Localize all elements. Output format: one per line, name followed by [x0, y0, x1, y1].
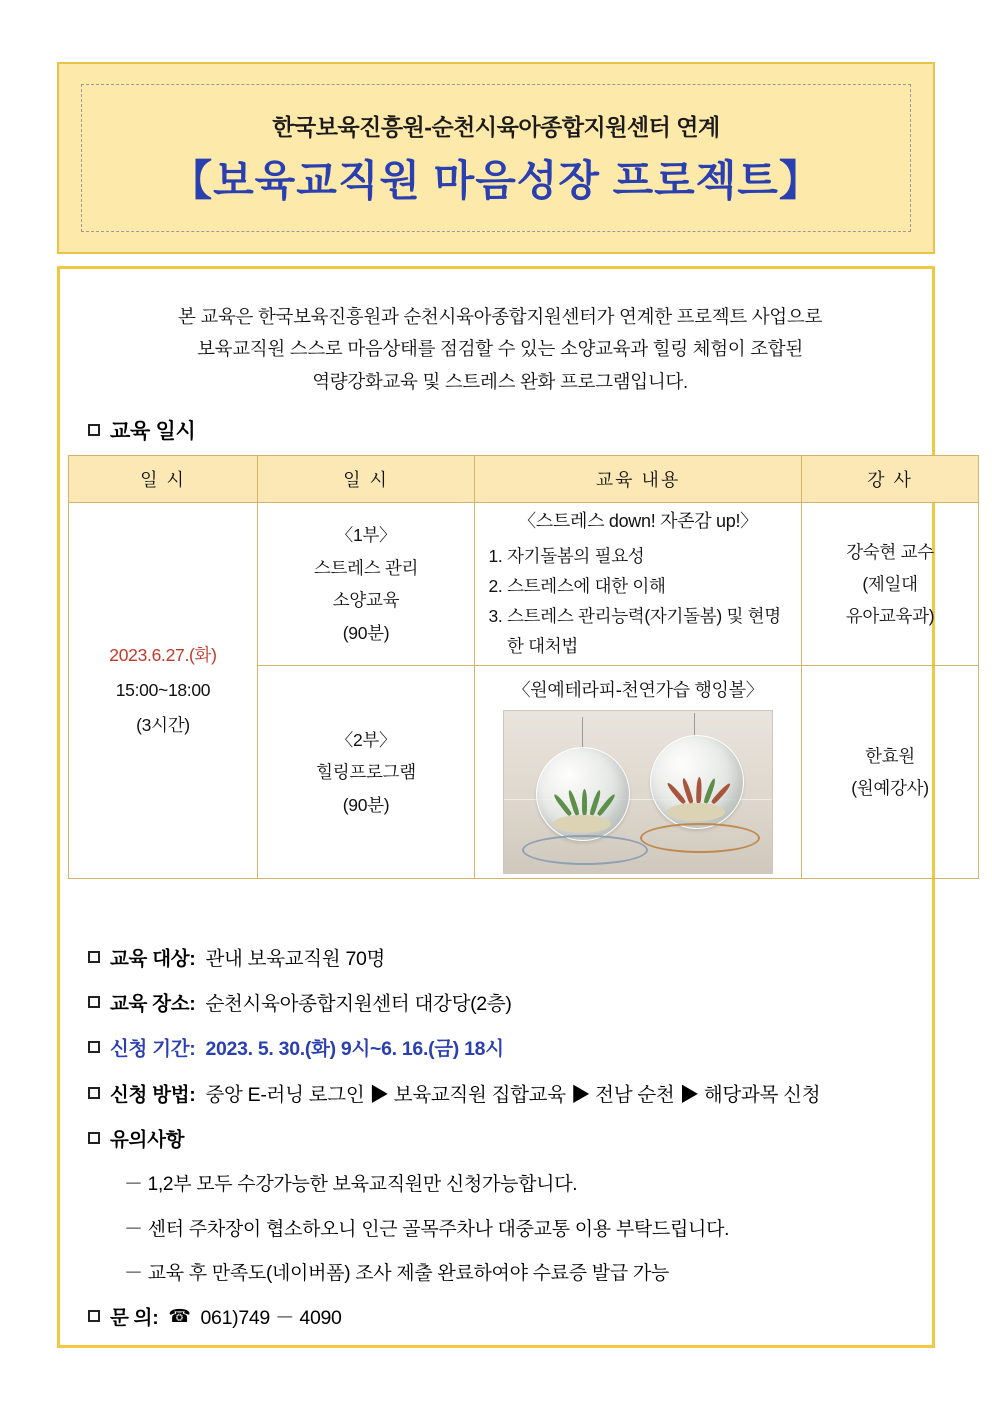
hanger-wire-icon	[582, 717, 583, 749]
session1-line-2: 스트레스 관리	[313, 557, 419, 578]
header-inner-frame	[81, 84, 911, 232]
lecturer1-name: 강숙현 교수	[846, 541, 934, 562]
square-bullet-icon	[88, 1087, 100, 1099]
telephone-icon: ☎	[168, 1306, 191, 1327]
schedule-date-time: 15:00~18:00	[115, 680, 211, 701]
detail-row-contact	[88, 1303, 908, 1333]
intro-paragraph	[86, 301, 914, 398]
section-heading-edu-time	[88, 415, 195, 445]
details-list	[88, 944, 908, 1349]
note-item: － 센터 주차장이 협소하오니 인근 골목주차나 대중교통 이용 부탁드립니다.	[124, 1218, 730, 1240]
header-banner	[57, 62, 935, 254]
content-cell-part2	[475, 666, 802, 879]
detail-label-notice: 유의사항	[110, 1128, 185, 1151]
square-bullet-icon	[88, 951, 100, 963]
schedule-date-cell	[69, 503, 258, 879]
lecturer-cell-part1	[802, 503, 979, 666]
detail-value-target: 관내 보육교직원 70명	[205, 948, 386, 970]
header-title: 【보육교직원 마음성장 프로젝트】	[170, 156, 822, 204]
schedule-date-day: 2023.6.27.(화)	[109, 645, 217, 666]
detail-label-howto: 신청 방법:	[110, 1083, 196, 1106]
table-header-lecturer: 강 사	[802, 456, 979, 503]
table-header-session: 일 시	[258, 456, 475, 503]
detail-row-period	[88, 1034, 908, 1064]
session1-line-4: (90분)	[342, 622, 390, 643]
session-cell-part1	[258, 503, 475, 666]
intro-line-2: 보육교직원 스스로 마음상태를 점검할 수 있는 소양교육과 힐링 체험이 조합된	[197, 338, 803, 360]
hanging-ball-photo	[503, 710, 773, 874]
session2-line-3: (90분)	[342, 794, 390, 815]
lecturer2-affil-1: (원예강사)	[851, 778, 929, 799]
lecturer-cell-part2	[802, 666, 979, 879]
list-item: 1. 자기돌봄의 필요성	[507, 541, 795, 571]
lecturer2-name: 한효원	[865, 746, 915, 766]
header-subtitle: 한국보육진흥원-순천시육아종합지원센터 연계	[272, 113, 720, 140]
note-item: － 1,2부 모두 수강가능한 보육교직원만 신청가능합니다.	[124, 1174, 578, 1196]
square-bullet-icon	[88, 1310, 100, 1322]
intro-line-3: 역량강화교육 및 스트레스 완화 프로그램입니다.	[312, 370, 688, 392]
metal-ring-stand-icon	[640, 823, 760, 853]
content2-title: 〈원예테라피-천연가습 행잉볼〉	[512, 680, 764, 701]
detail-label-target: 교육 대상:	[110, 948, 196, 970]
contact-number: 061)749 － 4090	[200, 1307, 342, 1330]
detail-value-venue: 순천시육아종합지원센터 대강당(2층)	[205, 993, 512, 1016]
schedule-table	[68, 455, 979, 879]
lecturer1-affil-1: (제일대	[862, 574, 918, 594]
section-heading-label: 교육 일시	[110, 420, 196, 443]
square-bullet-icon	[88, 424, 100, 436]
schedule-table-wrapper	[68, 455, 935, 879]
body-container	[57, 266, 935, 1348]
table-header-row	[69, 456, 979, 503]
session2-line-1: 〈2부〉	[335, 729, 397, 750]
content1-title: 〈스트레스 down! 자존감 up!〉	[518, 511, 758, 531]
square-bullet-icon	[88, 1041, 100, 1053]
list-item: 2. 스트레스에 대한 이해	[507, 571, 795, 601]
detail-row-howto	[88, 1080, 908, 1110]
square-bullet-icon	[88, 1132, 100, 1144]
detail-value-howto: 중앙 E-러닝 로그인 ▶ 보육교직원 집합교육 ▶ 전남 순천 ▶ 해당과목 신청	[205, 1083, 821, 1106]
session2-line-2: 힐링프로그램	[316, 762, 416, 783]
detail-value-period: 2023. 5. 30.(화) 9시~6. 16.(금) 18시	[205, 1038, 504, 1061]
detail-row-target	[88, 944, 908, 974]
detail-label-venue: 교육 장소:	[110, 993, 196, 1016]
square-bullet-icon	[88, 996, 100, 1008]
session1-line-3: 소양교육	[332, 590, 400, 611]
metal-ring-stand-icon	[522, 835, 648, 865]
session1-line-1: 〈1부〉	[335, 525, 397, 546]
content-cell-part1	[475, 503, 802, 666]
detail-row-venue	[88, 989, 908, 1019]
list-item: 3. 스트레스 관리능력(자기돌봄) 및 현명한 대처법	[507, 601, 795, 661]
content1-list	[481, 541, 795, 661]
detail-label-period: 신청 기간:	[110, 1038, 196, 1061]
session-cell-part2	[258, 666, 475, 879]
hanger-wire-icon	[694, 713, 695, 737]
note-item: － 교육 후 만족도(네이버폼) 조사 제출 완료하여야 수료증 발급 가능	[124, 1262, 669, 1284]
lecturer1-affil-2: 유아교육과)	[845, 606, 935, 627]
intro-line-1: 본 교육은 한국보육진흥원과 순천시육아종합지원센터가 연계한 프로젝트 사업으로	[177, 306, 823, 327]
table-row	[69, 503, 979, 666]
detail-row-notice	[88, 1125, 908, 1155]
contact-label: 문 의:	[110, 1307, 159, 1330]
table-header-content: 교육 내용	[475, 456, 802, 503]
table-header-date: 일 시	[69, 456, 258, 503]
schedule-date-duration: (3시간)	[136, 715, 190, 736]
